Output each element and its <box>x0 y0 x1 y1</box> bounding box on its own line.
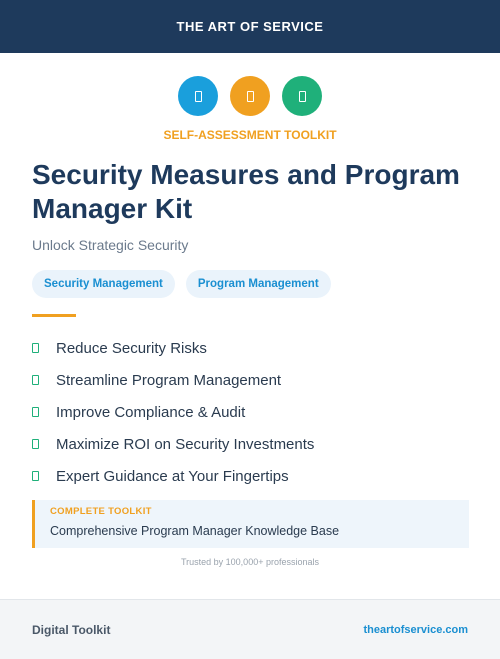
footer-label: Digital Toolkit <box>32 622 111 637</box>
list-item <box>32 460 314 492</box>
footer <box>0 599 500 659</box>
list-item <box>32 396 314 428</box>
callout-text: Comprehensive Program Manager Knowledge Base <box>50 524 340 538</box>
benefit-label: Maximize ROI on Security Investments <box>56 435 315 453</box>
icon-row <box>0 76 500 116</box>
check-icon <box>32 343 39 353</box>
document-icon <box>282 76 322 116</box>
list-item <box>32 332 314 364</box>
divider <box>32 314 76 317</box>
benefit-label: Reduce Security Risks <box>56 339 207 357</box>
benefit-label: Streamline Program Management <box>56 371 282 389</box>
list-item <box>32 428 314 460</box>
check-icon <box>32 375 39 385</box>
check-icon <box>32 439 39 449</box>
benefit-label: Expert Guidance at Your Fingertips <box>56 467 289 485</box>
brand-name: THE ART OF SERVICE <box>176 19 324 34</box>
page-subtitle: Unlock Strategic Security <box>32 237 189 253</box>
trust-note: Trusted by 100,000+ professionals <box>180 557 319 567</box>
benefit-label: Improve Compliance & Audit <box>56 403 246 421</box>
benefit-list <box>32 332 314 492</box>
callout-title: COMPLETE TOOLKIT <box>50 506 152 517</box>
toolkit-eyebrow: SELF-ASSESSMENT TOOLKIT <box>163 128 337 142</box>
top-bar <box>0 0 500 53</box>
tag-list <box>32 270 331 298</box>
check-icon <box>32 471 39 481</box>
document-icon <box>230 76 270 116</box>
check-icon <box>32 407 39 417</box>
website-link[interactable]: theartofservice.com <box>363 623 468 636</box>
document-icon <box>178 76 218 116</box>
tag-program-management[interactable]: Program Management <box>186 270 331 298</box>
list-item <box>32 364 314 396</box>
page-title: Security Measures and Program Manager Kit <box>32 159 460 224</box>
tag-security-management[interactable]: Security Management <box>32 270 175 298</box>
toolkit-callout <box>32 500 469 548</box>
